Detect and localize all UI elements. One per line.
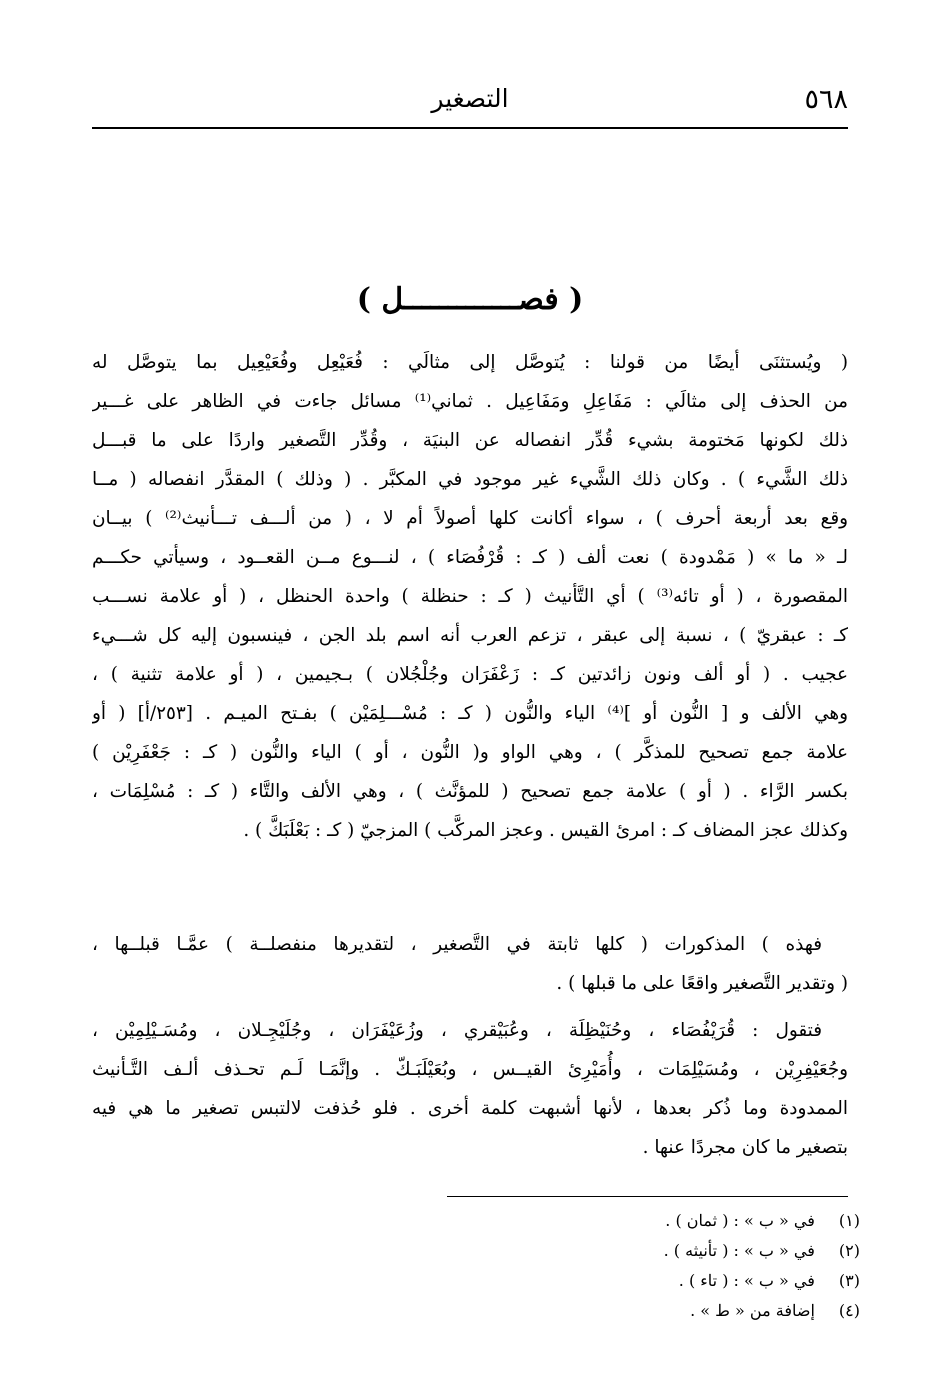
text-line: فتقول : قُرَيْفُصَاء ، وحُنَيْظِلَة ، وعُبَيْقري ، وزُعَيْفَرَان ، وجُلَيْجِـلان ، ومُسَـيْلِمِيْن ، bbox=[92, 1020, 822, 1041]
footnote bbox=[92, 1206, 860, 1236]
text-line: ذلك لكونها مَختومة بشيء قُدِّر انفصاله عن البنيَة ، وقُدِّر التَّصغير واردًا على ما قبـــل bbox=[92, 430, 848, 451]
running-title: التصغير bbox=[431, 84, 509, 113]
footnote-rule bbox=[447, 1196, 848, 1197]
text-line: ذلك الشَّيء ) . وكان ذلك الشَّيء غير موجود في المكبَّر . ( وذلك ) المقدَّر انفصاله ( مــا bbox=[92, 469, 848, 490]
text-line: ( ويُستثنَى أيضًا من قولنا : يُتوصَّل إلى مثالَي : فُعَيْعِل وفُعَيْعِيل بما يتوصَّل له bbox=[92, 352, 848, 373]
text-line: وكذلك عجز المضاف كـ : امرئ القيس . وعجز المركَّب ) المزجيّ ( كـ : بَعْلَبَكَّ ) . bbox=[243, 820, 848, 841]
text-line: وجُعَيْفِرِيْن ، ومُسَيْلِمَات ، وأُمَيْرِئ القيــس ، وبُعَيْلَبَـكّ . وإنَّمَـا لَـم تحـذف ألـف التَّـأنيث bbox=[92, 1059, 848, 1080]
paragraph-2 bbox=[92, 925, 848, 1003]
footnote-text: في « ب » : ( تأنيثه ) . bbox=[663, 1241, 815, 1260]
header-rule bbox=[92, 127, 848, 129]
text-line: من الحذف إلى مثالَي : مَفَاعِلِ ومَفَاعِيل . ثماني⁽¹⁾ مسائل جاءت في الظاهر على غـــير bbox=[92, 391, 848, 412]
footnote-number: (٤) bbox=[838, 1301, 860, 1320]
footnote-number: (٢) bbox=[838, 1241, 860, 1260]
text-line: لـ « ما » ( مَمْدودة ) نعت ألف ( كـ : قُرْفُصَاء ) ، لنـــوع مــن القعــود ، وسيأتي حكـــم bbox=[92, 547, 848, 568]
text-line: وقع بعد أربعة أحرف ) ، سواء أكانت كلها أصولاً أم لا ، ( من ألـــف تـــأنيث⁽²⁾ ) بيــان bbox=[92, 508, 848, 529]
page-header bbox=[92, 84, 848, 126]
text-line: بكسر الرَّاء . ( أو ) علامة جمع تصحيح ( للمؤنَّث ) ، وهي الألف والتَّاء ( كـ : مُسْلِمَات ، bbox=[92, 781, 848, 802]
text-line: كـ : عبقريّ ) ، نسبة إلى عبقر ، تزعم العرب أنه اسم بلد الجن ، فينسبون إليه كل شـــيء bbox=[92, 625, 848, 646]
text-line: وهي الألف و [ النُّون أو ]⁽⁴⁾ الياء والنُّون ( كـ : مُسْـــلِمَيْن ) بفـتح الميـم . [٢٥٣/أ] ( أو bbox=[92, 703, 848, 724]
footnote-number: (٣) bbox=[838, 1271, 860, 1290]
text-line: علامة جمع تصحيح للمذكَّر ) ، وهي الواو و( النُّون ، أو ) الياء والنُّون ( كـ : جَعْفَرِيْن ) bbox=[92, 742, 848, 763]
footnote-text: في « ب » : ( ثمان ) . bbox=[665, 1211, 815, 1230]
footnote-text: في « ب » : ( تاء ) . bbox=[678, 1271, 815, 1290]
paragraph-1 bbox=[92, 343, 848, 850]
text-line: عجيب . ( أو ألف ونون زائدتين كـ : زَعْفَرَان وجُلْجُلان ) بـجيمين ، ( أو علامة تثنية ) ، bbox=[92, 664, 848, 685]
footnote bbox=[92, 1296, 860, 1326]
footnotes bbox=[92, 1206, 860, 1326]
text-line: فهذه ) المذكورات ( كلها ثابتة في التَّصغير ، لتقديرها منفصلــة ) عمَّـا قبلــها ، bbox=[92, 934, 822, 955]
footnote bbox=[92, 1266, 860, 1296]
text-line: المقصورة ، ( أو تائه⁽³⁾ ) أي التَّأنيث ( كـ : حنظلة ) واحدة الحنظل ، ( أو علامة نســـب bbox=[92, 586, 848, 607]
footnote bbox=[92, 1236, 860, 1266]
page-number: ٥٦٨ bbox=[804, 84, 848, 115]
section-heading: ( فصـــــــــــــل ) bbox=[356, 282, 584, 317]
footnote-number: (١) bbox=[838, 1211, 860, 1230]
text-line: بتصغير ما كان مجردًا عنها . bbox=[642, 1137, 848, 1158]
footnote-text: إضافة من « ط » . bbox=[690, 1301, 815, 1320]
paragraph-3 bbox=[92, 1011, 848, 1167]
text-line: الممدودة وما ذُكر بعدها ، لأنها أشبهت كلمة أخرى . فلو حُذفت لالتبس تصغير ما هي فيه bbox=[92, 1098, 848, 1119]
text-line: ( وتقدير التَّصغير واقعًا على ما قبلها ) . bbox=[556, 973, 848, 994]
